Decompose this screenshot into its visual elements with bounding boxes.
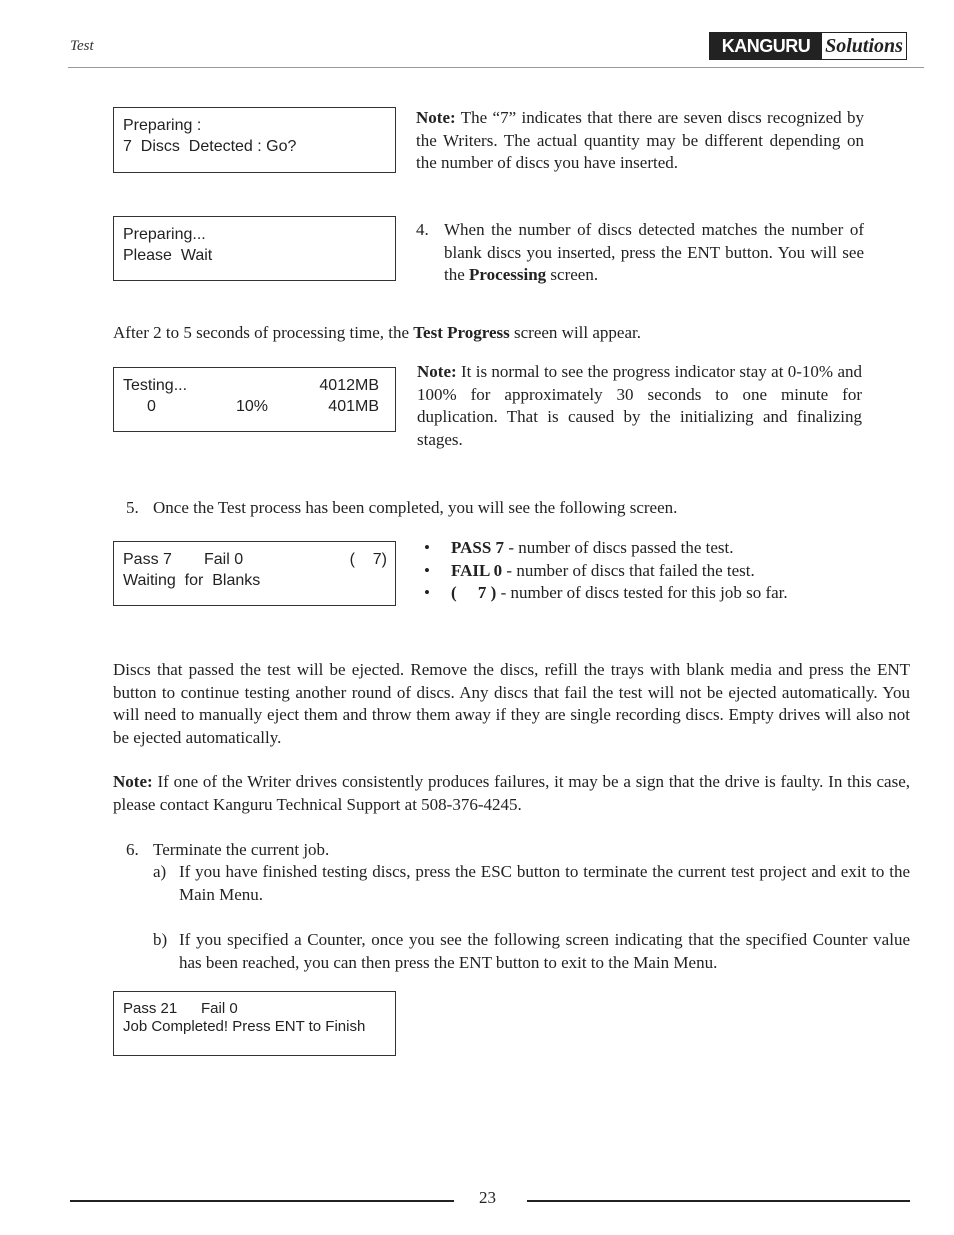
bullet-bold: FAIL 0 [451,561,503,580]
note-text: It is normal to see the progress indicator stay at 0-10% and 100% for approximately 30 seconds to one minute for duplication. That is caused by the initializing and finalizing stages. [417,362,862,449]
step-5-text: Once the Test process has been completed, you will see the following screen. [153,498,678,517]
logo-kanguru-text: KANGURU [710,33,822,59]
note-text: The “7” indicates that there are seven discs recognized by the Writers. The actual quantity may be different depending on the number of discs you have inserted. [416,108,864,173]
step-4-text [444,219,864,287]
lcd-screen-preparing-go [113,107,396,173]
page-number: 23 [479,1188,496,1207]
step-6a-text: If you have finished testing discs, press the ESC button to terminate the current test project and exit to the Main Menu. [179,862,910,904]
note-text: If one of the Writer drives consistently produces failures, it may be a sign that the drive is faulty. In this case, please contact Kanguru Technical Support at 508-376-4245. [113,772,910,814]
lcd-screen-pass-fail [113,541,396,606]
lcd-pass: Pass 7 [123,551,172,568]
lcd-done-size: 401MB [328,398,379,415]
note-label: Note: [113,772,153,791]
lcd-screen-testing [113,367,396,432]
step-6b-label: b) [153,930,168,949]
lcd-line-2: 7 Discs Detected : Go? [123,138,297,155]
paragraph-discs-passed: Discs that passed the test will be ejected. Remove the discs, refill the trays with blank media and press the ENT button to continue testing another round of discs. Any discs that fail the test will not be ejected automatically. You will need to manually eject them and throw them away if they are single recording discs. Empty drives will also not be ejected automatically. [113,660,910,747]
lcd-testing-label: Testing... [123,377,188,394]
section-title: Test [70,38,94,54]
lcd-line-1: Preparing... [123,226,206,243]
step-4-bold: Processing [469,265,547,285]
lcd-tested-count: ( 7) [349,551,387,568]
after-text-a: After 2 to 5 seconds of processing time, the [113,323,414,342]
bullet-tested [424,582,788,605]
after-text-b: screen will appear. [509,323,641,342]
bullet-fail [424,560,755,583]
footer-rule-right [527,1200,910,1202]
note-progress-indicator [417,361,862,451]
logo-solutions-text: Solutions [825,34,903,57]
lcd-line-2: Please Wait [123,247,213,264]
bullet-pass [424,537,734,560]
lcd-total-size: 4012MB [319,377,379,394]
bullet-dot-icon: • [424,583,430,602]
lcd-line-1: Preparing : [123,117,202,134]
note-faulty-drive [113,771,910,816]
lcd-fail: Fail 0 [201,1000,238,1017]
bullet-dot-icon: • [424,561,430,580]
note-seven-discs [416,107,864,175]
step-5-number: 5. [126,498,139,517]
lcd-fail: Fail 0 [204,551,244,568]
note-label: Note: [417,362,457,381]
bullet-text: - number of discs that failed the test. [502,561,755,580]
step-4-text-b: screen. [546,265,599,285]
header-divider [68,67,924,68]
step-4-number: 4. [416,220,429,239]
note-label: Note: [416,108,456,127]
bullet-text: - number of discs tested for this job so far. [496,583,788,602]
after-bold: Test Progress [413,323,510,342]
processing-time-text [113,322,641,345]
step-6a-label: a) [153,862,167,881]
step-4-text-a: When the number of discs detected matches the number of blank discs you inserted, press the ENT button. You will see the [444,220,864,285]
lcd-line-2: Job Completed! Press ENT to Finish [123,1018,366,1035]
step-6-number: 6. [126,840,139,859]
footer-rule-left [70,1200,454,1202]
kanguru-logo [709,32,907,60]
step-6b-text: If you specified a Counter, once you see the following screen indicating that the specified Counter value has been reached, you can then press the ENT button to exit to the Main Menu. [179,930,910,972]
lcd-count: 0 [147,398,156,415]
step-6-text: Terminate the current job. [153,840,330,859]
bullet-bold: PASS 7 [451,538,505,557]
lcd-screen-preparing-wait [113,216,396,281]
lcd-screen-completed [113,991,396,1056]
lcd-line-2: Waiting for Blanks [123,572,261,589]
bullet-dot-icon: • [424,538,430,557]
lcd-pass: Pass 21 [123,1000,178,1017]
lcd-percent: 10% [236,398,269,415]
bullet-text: - number of discs passed the test. [504,538,734,557]
bullet-bold: ( 7 ) [451,583,497,602]
